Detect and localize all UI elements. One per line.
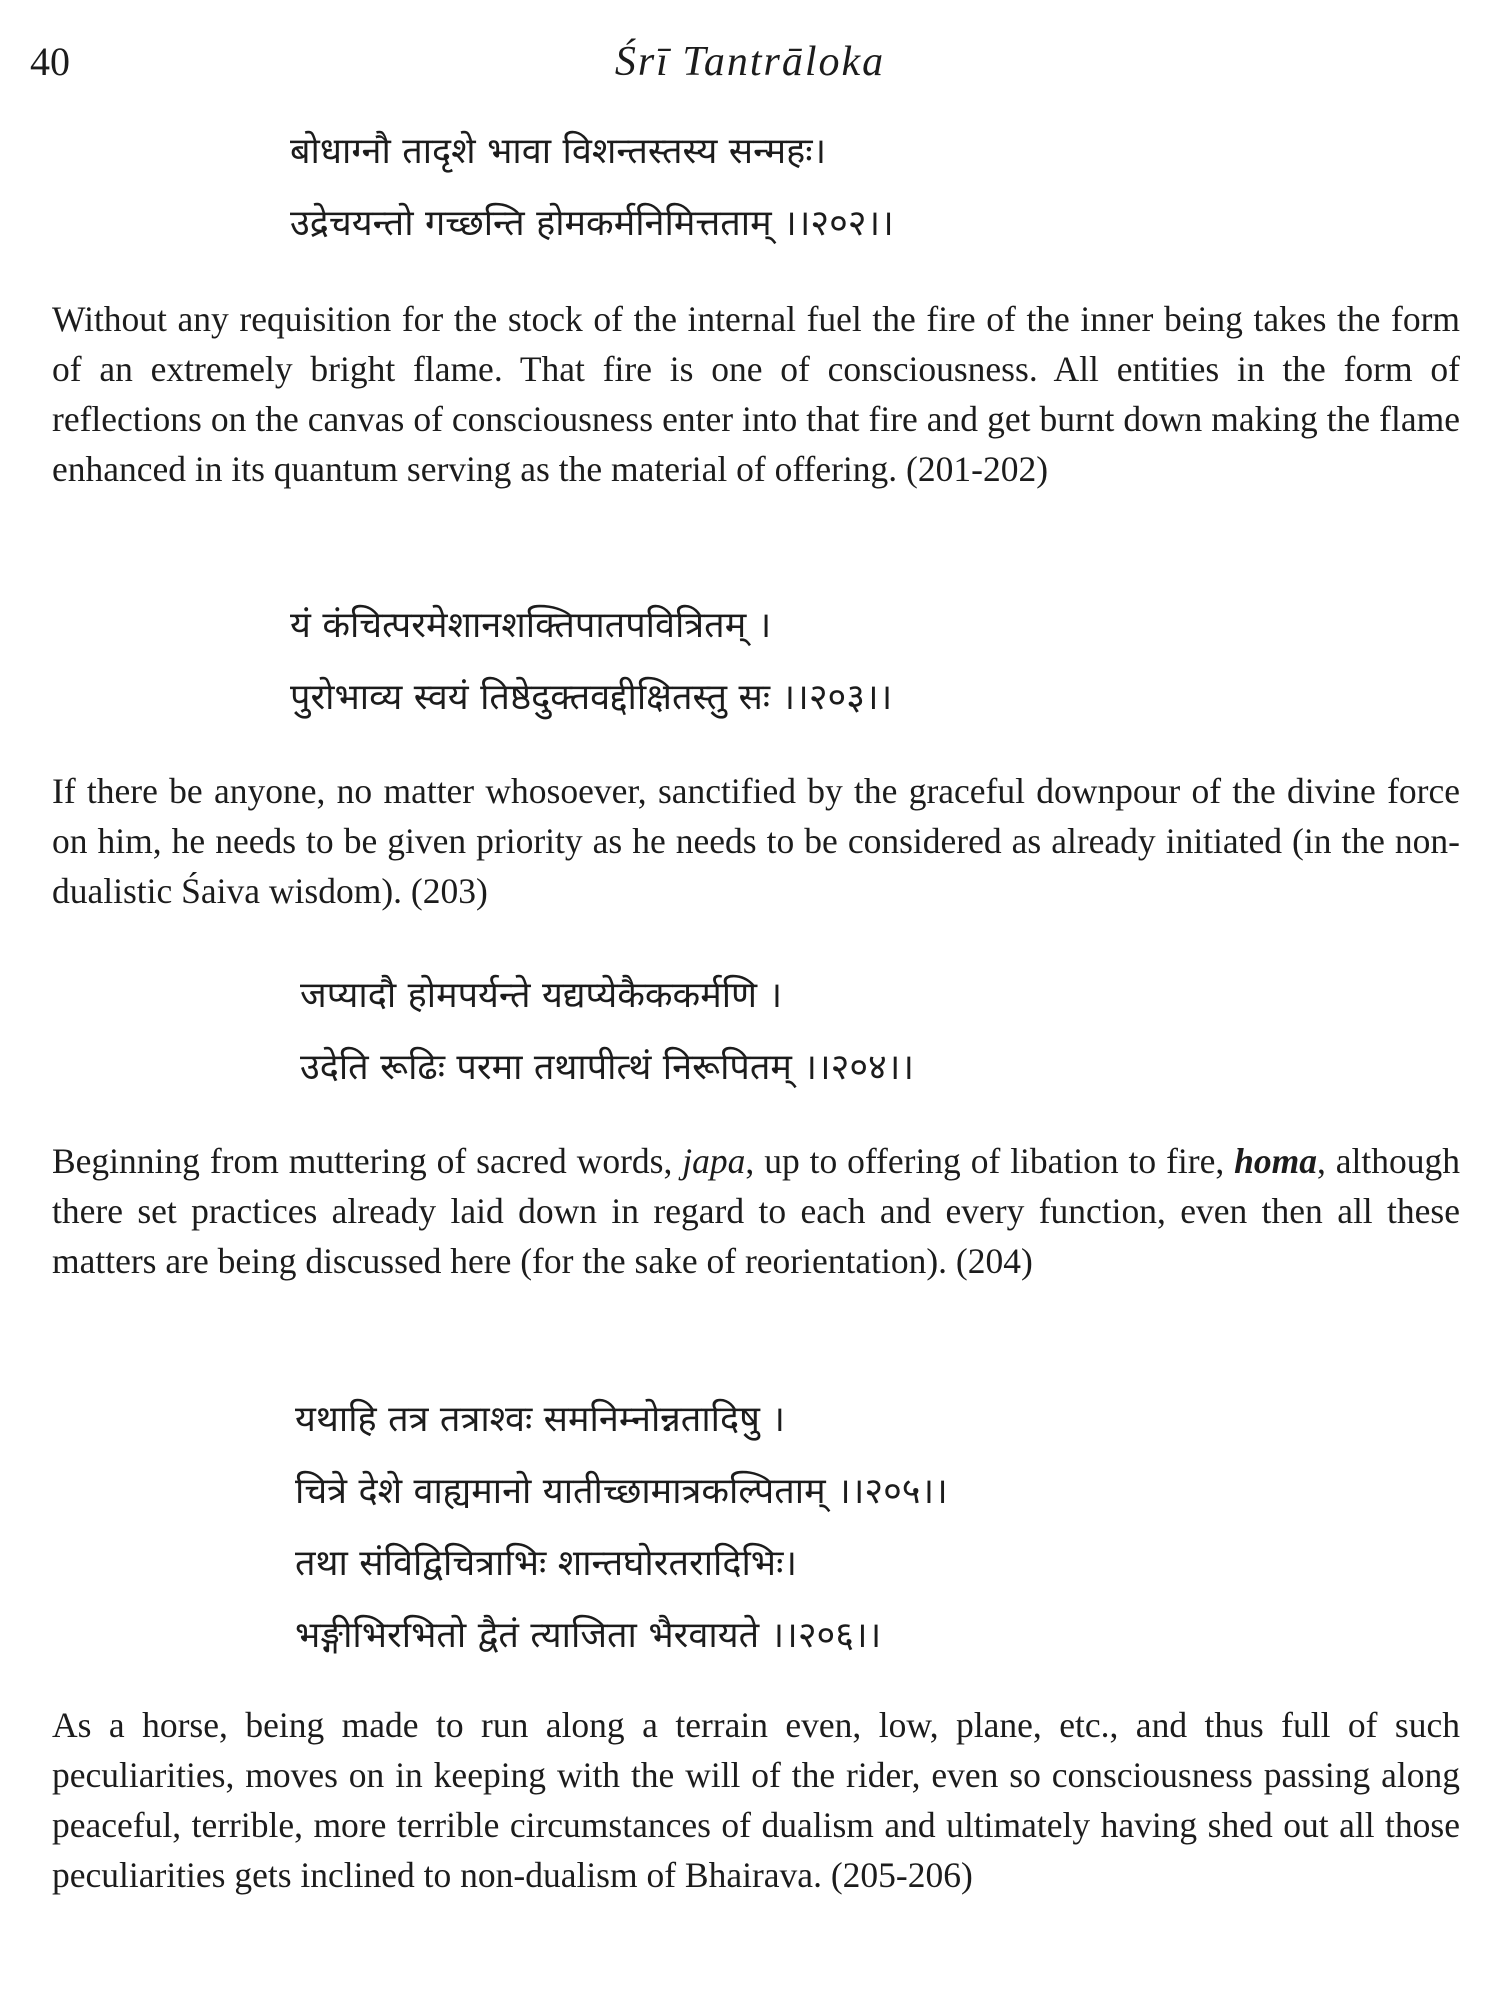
verse-line: तथा संविद्विचित्राभिः शान्तघोरतरादिभिः। (295, 1543, 798, 1584)
page-header (30, 38, 1470, 98)
verse-line: यं कंचित्परमेशानशक्तिपातपवित्रितम् । (290, 605, 772, 646)
translation-204 (52, 1136, 1460, 1286)
verse-line: यथाहि तत्र तत्राश्वः समनिम्नोन्नतादिषु । (295, 1399, 785, 1440)
term-japa: japa (682, 1141, 746, 1181)
page-number: 40 (30, 39, 70, 84)
verse-line: पुरोभाव्य स्वयं तिष्ठेदुक्तवद्दीक्षितस्तु सः ।।२०३।। (290, 677, 893, 718)
verse-line: बोधाग्नौ तादृशे भावा विशन्तस्तस्य सन्महः। (290, 131, 827, 172)
translation-205-206: As a horse, being made to run along a terrain even, low, plane, etc., and thus full of such peculiarities, moves on in keeping with the will of the rider, even so consciousness passing along peaceful, terrible, more terrible circumstances of dualism and ultimately having shed out all those peculiarities gets inclined to non-dualism of Bhairava. (205-206) (52, 1705, 1460, 1895)
term-homa: homa (1234, 1141, 1317, 1181)
verse-201-202 (0, 116, 1500, 260)
running-title: Śrī Tantrāloka (614, 39, 886, 85)
translation-201-202: Without any requisition for the stock of the internal fuel the fire of the inner being takes the form of an extremely bright flame. That fire is one of consciousness. All entities in the form of reflections on the canvas of consciousness enter into that fire and get burnt down making the flame enhanced in its quantum serving as the material of offering. (201-202) (52, 299, 1460, 489)
verse-line: भङ्गीभिरभितो द्वैतं त्याजिता भैरवायते ।।२०६।। (295, 1615, 882, 1656)
verse-205-206 (0, 1384, 1500, 1672)
translation-203: If there be anyone, no matter whosoever, sanctified by the graceful downpour of the divine force on him, he needs to be given priority as he needs to be considered as already initiated (in the non-dualistic Śaiva wisdom). (203) (52, 771, 1460, 911)
verse-line: चित्रे देशे वाह्यमानो यातीच्छामात्रकल्पिताम् ।।२०५।। (295, 1471, 948, 1512)
translation-text: , up to offering of libation to fire, (745, 1141, 1235, 1181)
verse-203 (0, 590, 1500, 734)
verse-204 (0, 960, 1500, 1104)
translation-text: , although there set practices already laid down in regard to each and every function, even then all these matters are being discussed here (for the sake of reorientation). (204) (52, 1141, 1461, 1281)
verse-line: उद्रेचयन्तो गच्छन्ति होमकर्मनिमित्तताम् ।।२०२।। (290, 203, 894, 244)
verse-line: जप्यादौ होमपर्यन्ते यद्यप्येकैककर्मणि । (300, 975, 783, 1016)
translation-text: Beginning from muttering of sacred words, (52, 1141, 683, 1181)
verse-line: उदेति रूढिः परमा तथापीत्थं निरूपितम् ।।२०४।। (300, 1047, 915, 1088)
